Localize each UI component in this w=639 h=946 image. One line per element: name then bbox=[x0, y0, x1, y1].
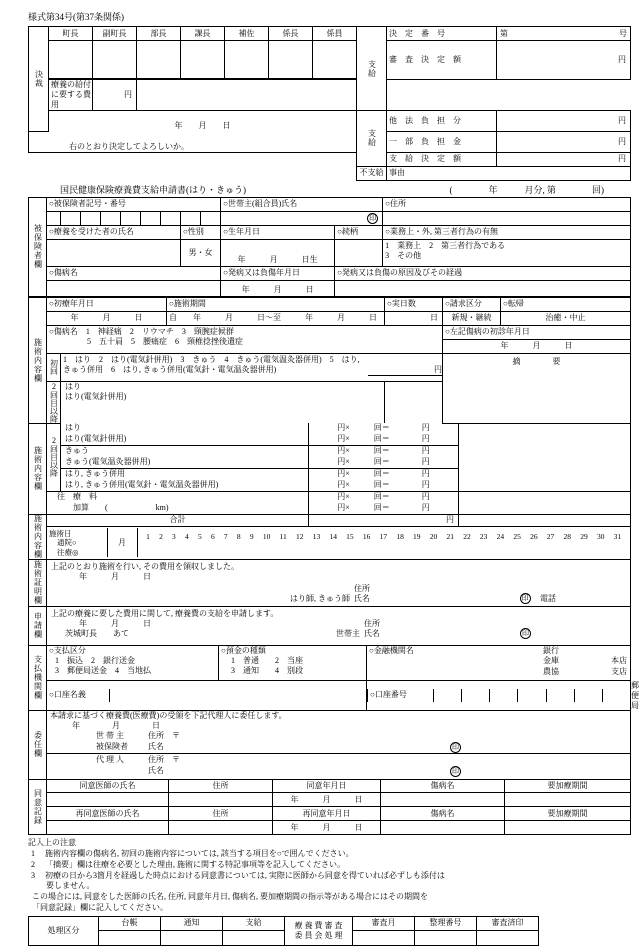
approval-col-1: 副町長 bbox=[93, 27, 137, 41]
calendar-day-10[interactable]: 10 bbox=[262, 531, 271, 541]
calendar-month-label[interactable]: 月 bbox=[107, 528, 137, 557]
first-consult-label: ○左記傷病の初診年月日 bbox=[443, 325, 631, 339]
note-text-1: 施術内容欄の傷病名, 初回の施術内容については, 該当する項目を○で囲んでください。 bbox=[45, 848, 354, 858]
agent-name-label: 氏名 bbox=[148, 765, 164, 775]
birth-label: ○生年月日 bbox=[221, 225, 335, 239]
diagnosis-line-1: ○傷病名 1 神経痛 2 リウマチ 3 頸腕症候群 bbox=[49, 326, 234, 336]
processing-value-5[interactable] bbox=[415, 930, 477, 945]
notes-title: 記入上の注意 bbox=[28, 838, 76, 848]
review-committee-line1: 療 養 費 審 査 bbox=[294, 920, 343, 930]
calendar-day-17[interactable]: 17 bbox=[379, 531, 388, 541]
treatment-period-label: ○施術期間 bbox=[167, 297, 385, 311]
calendar-day-31[interactable]: 31 bbox=[613, 531, 622, 541]
first-visit-label: ○初療年月日 bbox=[47, 297, 167, 311]
repeat-name-5[interactable]: はり, きゅう併用(電気針・電気温灸器併用) bbox=[61, 480, 309, 492]
relation-label: ○続柄 bbox=[335, 225, 383, 239]
calendar-day-14[interactable]: 14 bbox=[329, 531, 337, 541]
remarks-box-cont2[interactable] bbox=[459, 491, 631, 514]
decision-row-3-value[interactable]: 円 bbox=[497, 111, 631, 132]
processing-header-1: 通知 bbox=[161, 916, 223, 930]
treatment-total-table bbox=[28, 514, 631, 560]
calendar-day-9[interactable]: 9 bbox=[249, 531, 254, 541]
gender-label: ○性別 bbox=[181, 225, 221, 239]
seal-icon: 印 bbox=[369, 213, 377, 222]
application-address-label: 住所 bbox=[364, 618, 380, 628]
repeat-amount-4[interactable]: 円× 回＝ 円 bbox=[309, 468, 459, 480]
treatment-vertical-label-cont2: 施術内容欄 bbox=[29, 514, 47, 560]
calendar-days[interactable] bbox=[137, 528, 630, 557]
birth-value[interactable]: 年 月 日生 bbox=[221, 239, 335, 266]
calendar-day-8[interactable]: 8 bbox=[236, 531, 241, 541]
repeat-amount-3[interactable]: 円× 回＝ 円 bbox=[309, 457, 459, 469]
non-payment-label: 不支給 bbox=[357, 166, 387, 180]
review-committee-line2: 委 員 会 処 理 bbox=[294, 930, 343, 940]
onset-date-value[interactable]: 年 月 日 bbox=[221, 280, 335, 296]
reconsent-value-0[interactable] bbox=[47, 821, 169, 835]
calendar-day-29[interactable]: 29 bbox=[580, 531, 588, 541]
treatment-vertical-label-cont: 施術内容欄 bbox=[29, 423, 47, 515]
account-number-label: ○口座番号 bbox=[368, 689, 434, 702]
application-section bbox=[28, 606, 631, 646]
calendar-day-15[interactable]: 15 bbox=[346, 531, 354, 541]
reconsent-header-3: 傷病名 bbox=[381, 807, 505, 821]
notes-block bbox=[28, 838, 616, 914]
diagnosis-options[interactable] bbox=[47, 325, 443, 353]
insured-symbol-number-label: ○被保険者記号・番号 bbox=[47, 197, 221, 211]
non-payment-reason[interactable]: 事由 bbox=[387, 166, 631, 180]
calendar-day-30[interactable]: 30 bbox=[596, 531, 605, 541]
decision-row-4-value[interactable]: 円 bbox=[497, 131, 631, 152]
review-committee-cell bbox=[285, 916, 353, 945]
delegation-vertical-label: 委任欄 bbox=[29, 710, 47, 780]
decision-row-0-label: 決 定 番 号 bbox=[387, 27, 497, 41]
delegation-insured-label: 被保険者 bbox=[96, 741, 128, 751]
treatment-vertical-label: 施術内容欄 bbox=[29, 297, 47, 423]
consent-value-3[interactable] bbox=[381, 793, 505, 807]
calendar-day-28[interactable]: 28 bbox=[563, 531, 571, 541]
calendar-day-18[interactable]: 18 bbox=[396, 531, 404, 541]
note-continuation-2: この場合には, 同意をした医師の氏名, 住所, 同意年月日, 傷病名, 要加療期間の指示等がある場合にはその期間を bbox=[32, 892, 428, 902]
repeat-name-3[interactable]: きゅう(電気温灸器併用) bbox=[61, 457, 309, 469]
repeat-row-1-name: はり(電気針併用) bbox=[65, 391, 127, 401]
approval-date-line: 年 月 日 bbox=[49, 111, 357, 132]
approval-col-6: 係員 bbox=[313, 27, 357, 41]
payment-institution-section: 支払機関欄 ○支払区分 1 振込 2 銀行送金 3 郵便局送金 4 当地払 ○預金の種類 1 普通 2 当座 3 通知 4 別段 ○金融機関名 銀行 金庫 農協 本店 支店 ○口座名義 ○口座番号 郵便局 bbox=[28, 645, 631, 712]
certificate-vertical-label: 施術証明欄 bbox=[29, 559, 47, 606]
practitioner-seal[interactable] bbox=[510, 593, 540, 604]
third-party-label: ○業務上・外, 第三者行為の有無 bbox=[383, 225, 631, 239]
repeat-amount-1[interactable]: 円× 回＝ 円 bbox=[309, 434, 459, 446]
processing-header-5: 整理番号 bbox=[415, 916, 477, 930]
practitioner-tel-label[interactable]: 電話 bbox=[540, 594, 556, 604]
home-visit-fee-label[interactable]: 往 療 料 bbox=[47, 491, 309, 503]
consent-header-2: 同意年月日 bbox=[273, 779, 381, 793]
calendar-day-23[interactable]: 23 bbox=[479, 531, 488, 541]
note-number-1: 1 bbox=[31, 848, 35, 858]
approval-vertical-label: 決裁 bbox=[29, 27, 49, 132]
home-visit-add-amount[interactable]: 円× 回＝ 円 bbox=[309, 503, 459, 515]
repeat-name-2[interactable]: きゅう bbox=[61, 445, 309, 457]
branch-kind-1: 本店 bbox=[611, 656, 628, 666]
consent-section bbox=[28, 779, 631, 835]
note-item-3 bbox=[28, 871, 616, 882]
seal-icon: 印 bbox=[522, 629, 529, 638]
total-label: 合計 bbox=[47, 514, 309, 527]
decision-number-unit: 号 bbox=[619, 28, 627, 38]
form-number: 様式第34号(第37条関係) bbox=[28, 12, 124, 22]
injury-name-label: ○傷病名 bbox=[47, 266, 221, 280]
symbol-cell-5[interactable] bbox=[141, 211, 161, 225]
application-fields bbox=[364, 619, 390, 640]
patient-name-input[interactable] bbox=[47, 239, 181, 266]
third-party-option-line1: 1 業務上 2 第三者行為である bbox=[385, 240, 506, 250]
bank-kind-0: 銀行 bbox=[543, 645, 560, 655]
account-holder-input[interactable] bbox=[109, 689, 366, 702]
approval-decision-table bbox=[28, 26, 631, 181]
bank-kind-options[interactable] bbox=[543, 646, 587, 678]
approval-col-0: 町長 bbox=[49, 27, 93, 41]
calendar-day-16[interactable]: 16 bbox=[362, 531, 371, 541]
consent-value-1[interactable] bbox=[169, 793, 273, 807]
note-continuation-1: 要しません。 bbox=[46, 881, 95, 891]
bank-name-label: ○金融機関名 bbox=[369, 645, 414, 655]
reconsent-header-0: 再同意医師の氏名 bbox=[47, 807, 169, 821]
consent-vertical-label: 同意記録 bbox=[29, 779, 47, 835]
pay-type-line-1: 1 振込 2 銀行送金 bbox=[55, 655, 135, 665]
diagnosis-line-2: 5 五十肩 5 腰痛症 6 頸椎捻挫後遺症 bbox=[87, 336, 243, 346]
remarks-box[interactable] bbox=[443, 353, 631, 423]
calendar-day-13[interactable]: 13 bbox=[312, 531, 321, 541]
processing-header-6: 審査済印 bbox=[477, 916, 539, 930]
outcome-label: ○転帰 bbox=[501, 297, 631, 311]
calendar-legend bbox=[47, 528, 107, 557]
third-party-options[interactable] bbox=[383, 239, 631, 266]
note-item-1 bbox=[28, 849, 616, 860]
repeat-name-4[interactable]: はり, きゅう併用 bbox=[61, 468, 309, 480]
repeat-name-1[interactable]: はり(電気針併用) bbox=[61, 434, 309, 446]
delegation-seal-2[interactable] bbox=[450, 755, 630, 777]
calendar-day-24[interactable]: 24 bbox=[496, 531, 505, 541]
calendar-day-2[interactable]: 2 bbox=[159, 531, 163, 541]
reconsent-header-1: 住所 bbox=[169, 807, 273, 821]
first-time-options[interactable] bbox=[61, 353, 443, 381]
note-item-2 bbox=[28, 860, 616, 871]
cause-input[interactable] bbox=[335, 280, 631, 296]
consent-value-2[interactable]: 年 月 日 bbox=[273, 793, 381, 807]
calendar-day-6[interactable]: 6 bbox=[210, 531, 215, 541]
pay-type-line-2: 3 郵便局送金 4 当地払 bbox=[55, 665, 151, 675]
reconsent-header-4: 要加療期間 bbox=[505, 807, 631, 821]
payment-vertical-label: 支給 bbox=[357, 27, 387, 111]
note-continuation-3: 「同意記録」欄に記入してください。 bbox=[32, 902, 168, 912]
processing-header-0: 台帳 bbox=[99, 916, 161, 930]
symbol-cell-8[interactable] bbox=[201, 211, 221, 225]
deposit-type-line-1: 1 普通 2 当座 bbox=[231, 655, 303, 665]
actual-days-label: ○実日数 bbox=[385, 297, 443, 311]
branch-kind-options[interactable] bbox=[587, 646, 630, 678]
certificate-text: 上記のとおり施術を行い, その費用を領収しました。 bbox=[51, 561, 239, 571]
actual-days-value[interactable]: 日 bbox=[385, 311, 443, 325]
claim-type-label: ○請求区分 bbox=[443, 297, 501, 311]
processing-value-1[interactable] bbox=[161, 930, 223, 945]
outcome-value[interactable]: 治癒・中止 bbox=[501, 311, 631, 325]
application-seal[interactable] bbox=[520, 628, 630, 639]
calendar-day-12[interactable]: 12 bbox=[296, 531, 304, 541]
decision-row-3-label: 他 法 負 担 分 bbox=[387, 111, 497, 132]
treatment-section bbox=[28, 297, 631, 424]
payment-institution-vertical-label: 支払機関欄 bbox=[29, 645, 47, 711]
processing-value-2[interactable] bbox=[223, 930, 285, 945]
reconsent-value-1[interactable] bbox=[169, 821, 273, 835]
total-amount[interactable]: 円 bbox=[309, 514, 459, 527]
injury-name-input[interactable] bbox=[47, 280, 221, 296]
onset-date-label: ○発病又は負傷年月日 bbox=[221, 266, 335, 280]
delegation-body-agent[interactable] bbox=[47, 754, 631, 780]
calendar-day-7[interactable]: 7 bbox=[223, 531, 228, 541]
repeat-pair-1[interactable] bbox=[61, 381, 385, 423]
repeat-name-0[interactable]: はり bbox=[61, 423, 309, 434]
account-row-right bbox=[367, 680, 631, 711]
application-addressee: 茨城町長 あて bbox=[65, 629, 129, 639]
decision-row-2-label: 療養の給付に要する費用 bbox=[49, 80, 93, 111]
calendar-day-1[interactable]: 1 bbox=[146, 531, 150, 541]
practitioner-fields bbox=[354, 584, 380, 605]
symbol-cell-0[interactable] bbox=[47, 211, 61, 225]
processing-value-0[interactable] bbox=[99, 930, 161, 945]
insured-address-label: ○住所 bbox=[383, 197, 631, 211]
calendar-day-19[interactable]: 19 bbox=[413, 531, 421, 541]
remarks-box-cont3[interactable] bbox=[459, 514, 631, 527]
insured-vertical-label: 被保険者欄 bbox=[29, 197, 47, 296]
agent-label: 代 理 人 bbox=[96, 755, 124, 765]
decision-row-0-value[interactable] bbox=[497, 27, 631, 41]
calendar-label-line3: 往療◎ bbox=[57, 547, 79, 557]
application-body[interactable] bbox=[47, 606, 631, 645]
decision-row-5-label: 支 給 決 定 額 bbox=[387, 152, 497, 166]
delegation-section bbox=[28, 710, 631, 780]
calendar-day-26[interactable]: 26 bbox=[530, 531, 538, 541]
certificate-section bbox=[28, 559, 631, 607]
pay-type-label: ○支払区分 bbox=[49, 645, 86, 655]
cause-label: ○発病又は負傷の原因及びその経過 bbox=[335, 266, 631, 280]
branch-kind-2: 支店 bbox=[611, 667, 628, 677]
delegation-address-label: 住所 〒 bbox=[148, 731, 180, 740]
approval-confirm-text: 右のとおり決定してよろしいか。 bbox=[29, 131, 357, 152]
decision-row-4-label: 一 部 負 担 金 bbox=[387, 131, 497, 152]
application-text: 上記の療養に要した費用に関して, 療養費の支給を申請します。 bbox=[51, 608, 279, 618]
calendar-day-20[interactable]: 20 bbox=[429, 531, 438, 541]
remarks-label: 摘 要 bbox=[512, 356, 561, 366]
certificate-date[interactable]: 年 月 日 bbox=[79, 571, 151, 581]
delegation-date[interactable]: 年 月 日 bbox=[72, 721, 160, 730]
householder-label: ○世帯主(組合員)氏名 bbox=[221, 197, 383, 211]
decision-row-2-value[interactable]: 円 bbox=[93, 80, 137, 111]
bank-name-box[interactable] bbox=[367, 645, 631, 681]
application-householder-label: 世帯主 bbox=[336, 629, 360, 639]
approval-col-4: 補佐 bbox=[225, 27, 269, 41]
delegation-householder-label: 世 帯 主 bbox=[96, 731, 124, 740]
symbol-cell-6[interactable] bbox=[161, 211, 181, 225]
processing-value-6[interactable] bbox=[477, 930, 539, 945]
first-time-line-2: きゅう併用 6 はり, きゅう併用(電気針・電気温灸器併用) 円 bbox=[63, 364, 442, 374]
reconsent-value-3[interactable] bbox=[381, 821, 505, 835]
delegation-field-labels bbox=[148, 731, 192, 753]
treatment-calendar bbox=[47, 526, 631, 559]
doc-title-row bbox=[14, 183, 616, 196]
decision-row-5-value[interactable]: 円 bbox=[497, 152, 631, 166]
application-vertical-label: 申請欄 bbox=[29, 606, 47, 645]
first-consult-value[interactable]: 年 月 日 bbox=[443, 339, 631, 353]
decision-row-1-label: 審 査 決 定 額 bbox=[387, 41, 497, 80]
practitioner-label: はり師, きゅう師 bbox=[290, 594, 350, 604]
processing-header-2: 支給 bbox=[223, 916, 285, 930]
calendar-day-5[interactable]: 5 bbox=[197, 531, 202, 541]
gender-value[interactable]: 男・女 bbox=[181, 239, 221, 266]
processing-label: 処理区分 bbox=[29, 916, 99, 945]
pay-type-box[interactable] bbox=[47, 645, 219, 681]
consent-value-4[interactable] bbox=[505, 793, 631, 807]
delegation-party-labels bbox=[96, 731, 148, 753]
account-number-cells[interactable] bbox=[434, 689, 631, 702]
deposit-type-box[interactable] bbox=[219, 645, 367, 681]
home-visit-add-label[interactable]: 加算 ( km) bbox=[47, 503, 309, 515]
repeat-vertical-label: 2回目以降 bbox=[47, 381, 61, 423]
application-date[interactable]: 年 月 日 bbox=[79, 619, 151, 629]
decision-row-1-value[interactable]: 円 bbox=[497, 41, 631, 80]
agent-address-label: 住所 〒 bbox=[148, 755, 180, 765]
processing-value-4[interactable] bbox=[353, 930, 415, 945]
insured-address-input[interactable] bbox=[383, 211, 631, 225]
symbol-cell-1[interactable] bbox=[61, 211, 81, 225]
approval-col-2: 部長 bbox=[137, 27, 181, 41]
consent-header-0: 同意医師の氏名 bbox=[47, 779, 169, 793]
delegation-body-top[interactable] bbox=[47, 710, 631, 754]
calendar-label-line1: 施術日 bbox=[49, 528, 72, 538]
seal-icon: 印 bbox=[452, 767, 459, 776]
seal-icon: 印 bbox=[452, 743, 459, 751]
practitioner-address-label: 住所 bbox=[354, 583, 370, 593]
decision-number-prefix: 第 bbox=[500, 28, 508, 38]
insured-section bbox=[28, 197, 631, 297]
reconsent-header-2: 再同意年月日 bbox=[273, 807, 381, 821]
approval-stamp-cells[interactable] bbox=[49, 41, 357, 80]
calendar-day-22[interactable]: 22 bbox=[463, 531, 471, 541]
account-row-left bbox=[47, 680, 367, 711]
note-number-2: 2 bbox=[31, 859, 35, 869]
treatment-amounts-table bbox=[28, 423, 631, 515]
calendar-day-21[interactable]: 21 bbox=[446, 531, 454, 541]
consent-header-4: 要加療期間 bbox=[505, 779, 631, 793]
processing-header-4: 審査月 bbox=[353, 916, 415, 930]
bank-kind-2: 農協 bbox=[543, 667, 560, 677]
deposit-type-label: ○預金の種類 bbox=[221, 645, 266, 655]
symbol-cell-2[interactable] bbox=[81, 211, 101, 225]
calendar-day-27[interactable]: 27 bbox=[546, 531, 555, 541]
reconsent-value-4[interactable] bbox=[505, 821, 631, 835]
calendar-day-11[interactable]: 11 bbox=[279, 531, 287, 541]
calendar-day-4[interactable]: 4 bbox=[185, 531, 189, 541]
bank-kind-1: 金庫 bbox=[543, 656, 560, 666]
certificate-body[interactable] bbox=[47, 559, 631, 606]
first-time-amount[interactable]: 円 bbox=[368, 365, 442, 376]
symbol-cell-3[interactable] bbox=[101, 211, 121, 225]
consent-header-3: 傷病名 bbox=[381, 779, 505, 793]
symbol-cell-7[interactable] bbox=[181, 211, 201, 225]
application-name-label: 氏名 bbox=[364, 628, 380, 638]
patient-name-label: ○療養を受けた者の氏名 bbox=[47, 225, 181, 239]
calendar-day-25[interactable]: 25 bbox=[513, 531, 521, 541]
delegation-name-label: 氏名 bbox=[148, 741, 164, 751]
payment-vertical-label-2: 支給 bbox=[357, 111, 387, 167]
repeat-row-0-name: はり bbox=[65, 381, 81, 391]
repeat-vertical-label-cont: 2回目以降 bbox=[47, 423, 61, 492]
practitioner-name-label: 氏名 bbox=[354, 593, 370, 603]
reconsent-value-2[interactable]: 年 月 日 bbox=[273, 821, 381, 835]
note-text-3: 初療の日から3箇月を経過した時点における同意書については, 実際に医師から同意を得ていれば必ずしも添付は bbox=[45, 870, 445, 880]
claim-type-value[interactable]: 新規・継続 bbox=[443, 311, 501, 325]
note-text-2: 「摘要」欄は往療を必要とした理由, 施術に関する特記事項等を記入してください。 bbox=[45, 859, 345, 869]
agent-field-labels bbox=[148, 755, 192, 777]
account-holder-label: ○口座名義 bbox=[47, 689, 109, 702]
first-visit-value[interactable]: 年 月 日 bbox=[47, 311, 167, 325]
symbol-cell-4[interactable] bbox=[121, 211, 141, 225]
deposit-type-line-2: 3 通知 4 別段 bbox=[231, 665, 303, 675]
householder-name-input[interactable] bbox=[221, 211, 383, 225]
delegation-text: 本請求に基づく療養費(医療費)の受領を下記代理人に委任します。 bbox=[50, 711, 287, 720]
consent-header-1: 住所 bbox=[169, 779, 273, 793]
seal-icon: 印 bbox=[521, 594, 529, 603]
repeat-amount-0[interactable]: 円× 回＝ 円 bbox=[309, 423, 459, 434]
approval-col-3: 課長 bbox=[181, 27, 225, 41]
note-number-3: 3 bbox=[31, 870, 35, 880]
first-time-line-1: 1 はり 2 はり(電気針併用) 3 きゅう 4 きゅう(電気温灸器併用) 5 はり, bbox=[63, 354, 360, 364]
document-title: 国民健康保険療養費支給申請書(はり・きゅう) bbox=[60, 184, 246, 195]
approval-col-5: 係長 bbox=[269, 27, 313, 41]
document-period: ( 年 月分, 第 回) bbox=[449, 184, 604, 195]
processing-section bbox=[28, 916, 539, 946]
home-visit-fee-amount[interactable]: 円× 回＝ 円 bbox=[309, 491, 459, 503]
calendar-label-line2: 通院○ bbox=[57, 538, 77, 548]
repeat-amount-5[interactable]: 円× 回＝ 円 bbox=[309, 480, 459, 492]
consent-value-0[interactable] bbox=[47, 793, 169, 807]
third-party-option-line2: 3 その他 bbox=[385, 250, 422, 260]
remarks-box-cont[interactable] bbox=[459, 423, 631, 492]
calendar-day-3[interactable]: 3 bbox=[172, 531, 176, 541]
treatment-period-value[interactable]: 自 年 月 日〜至 年 月 日 bbox=[167, 311, 385, 325]
delegation-seal-1[interactable] bbox=[450, 731, 630, 753]
first-time-vertical-label: 初回 bbox=[47, 353, 61, 381]
repeat-amount-2[interactable]: 円× 回＝ 円 bbox=[309, 445, 459, 457]
relation-input[interactable] bbox=[335, 239, 383, 266]
